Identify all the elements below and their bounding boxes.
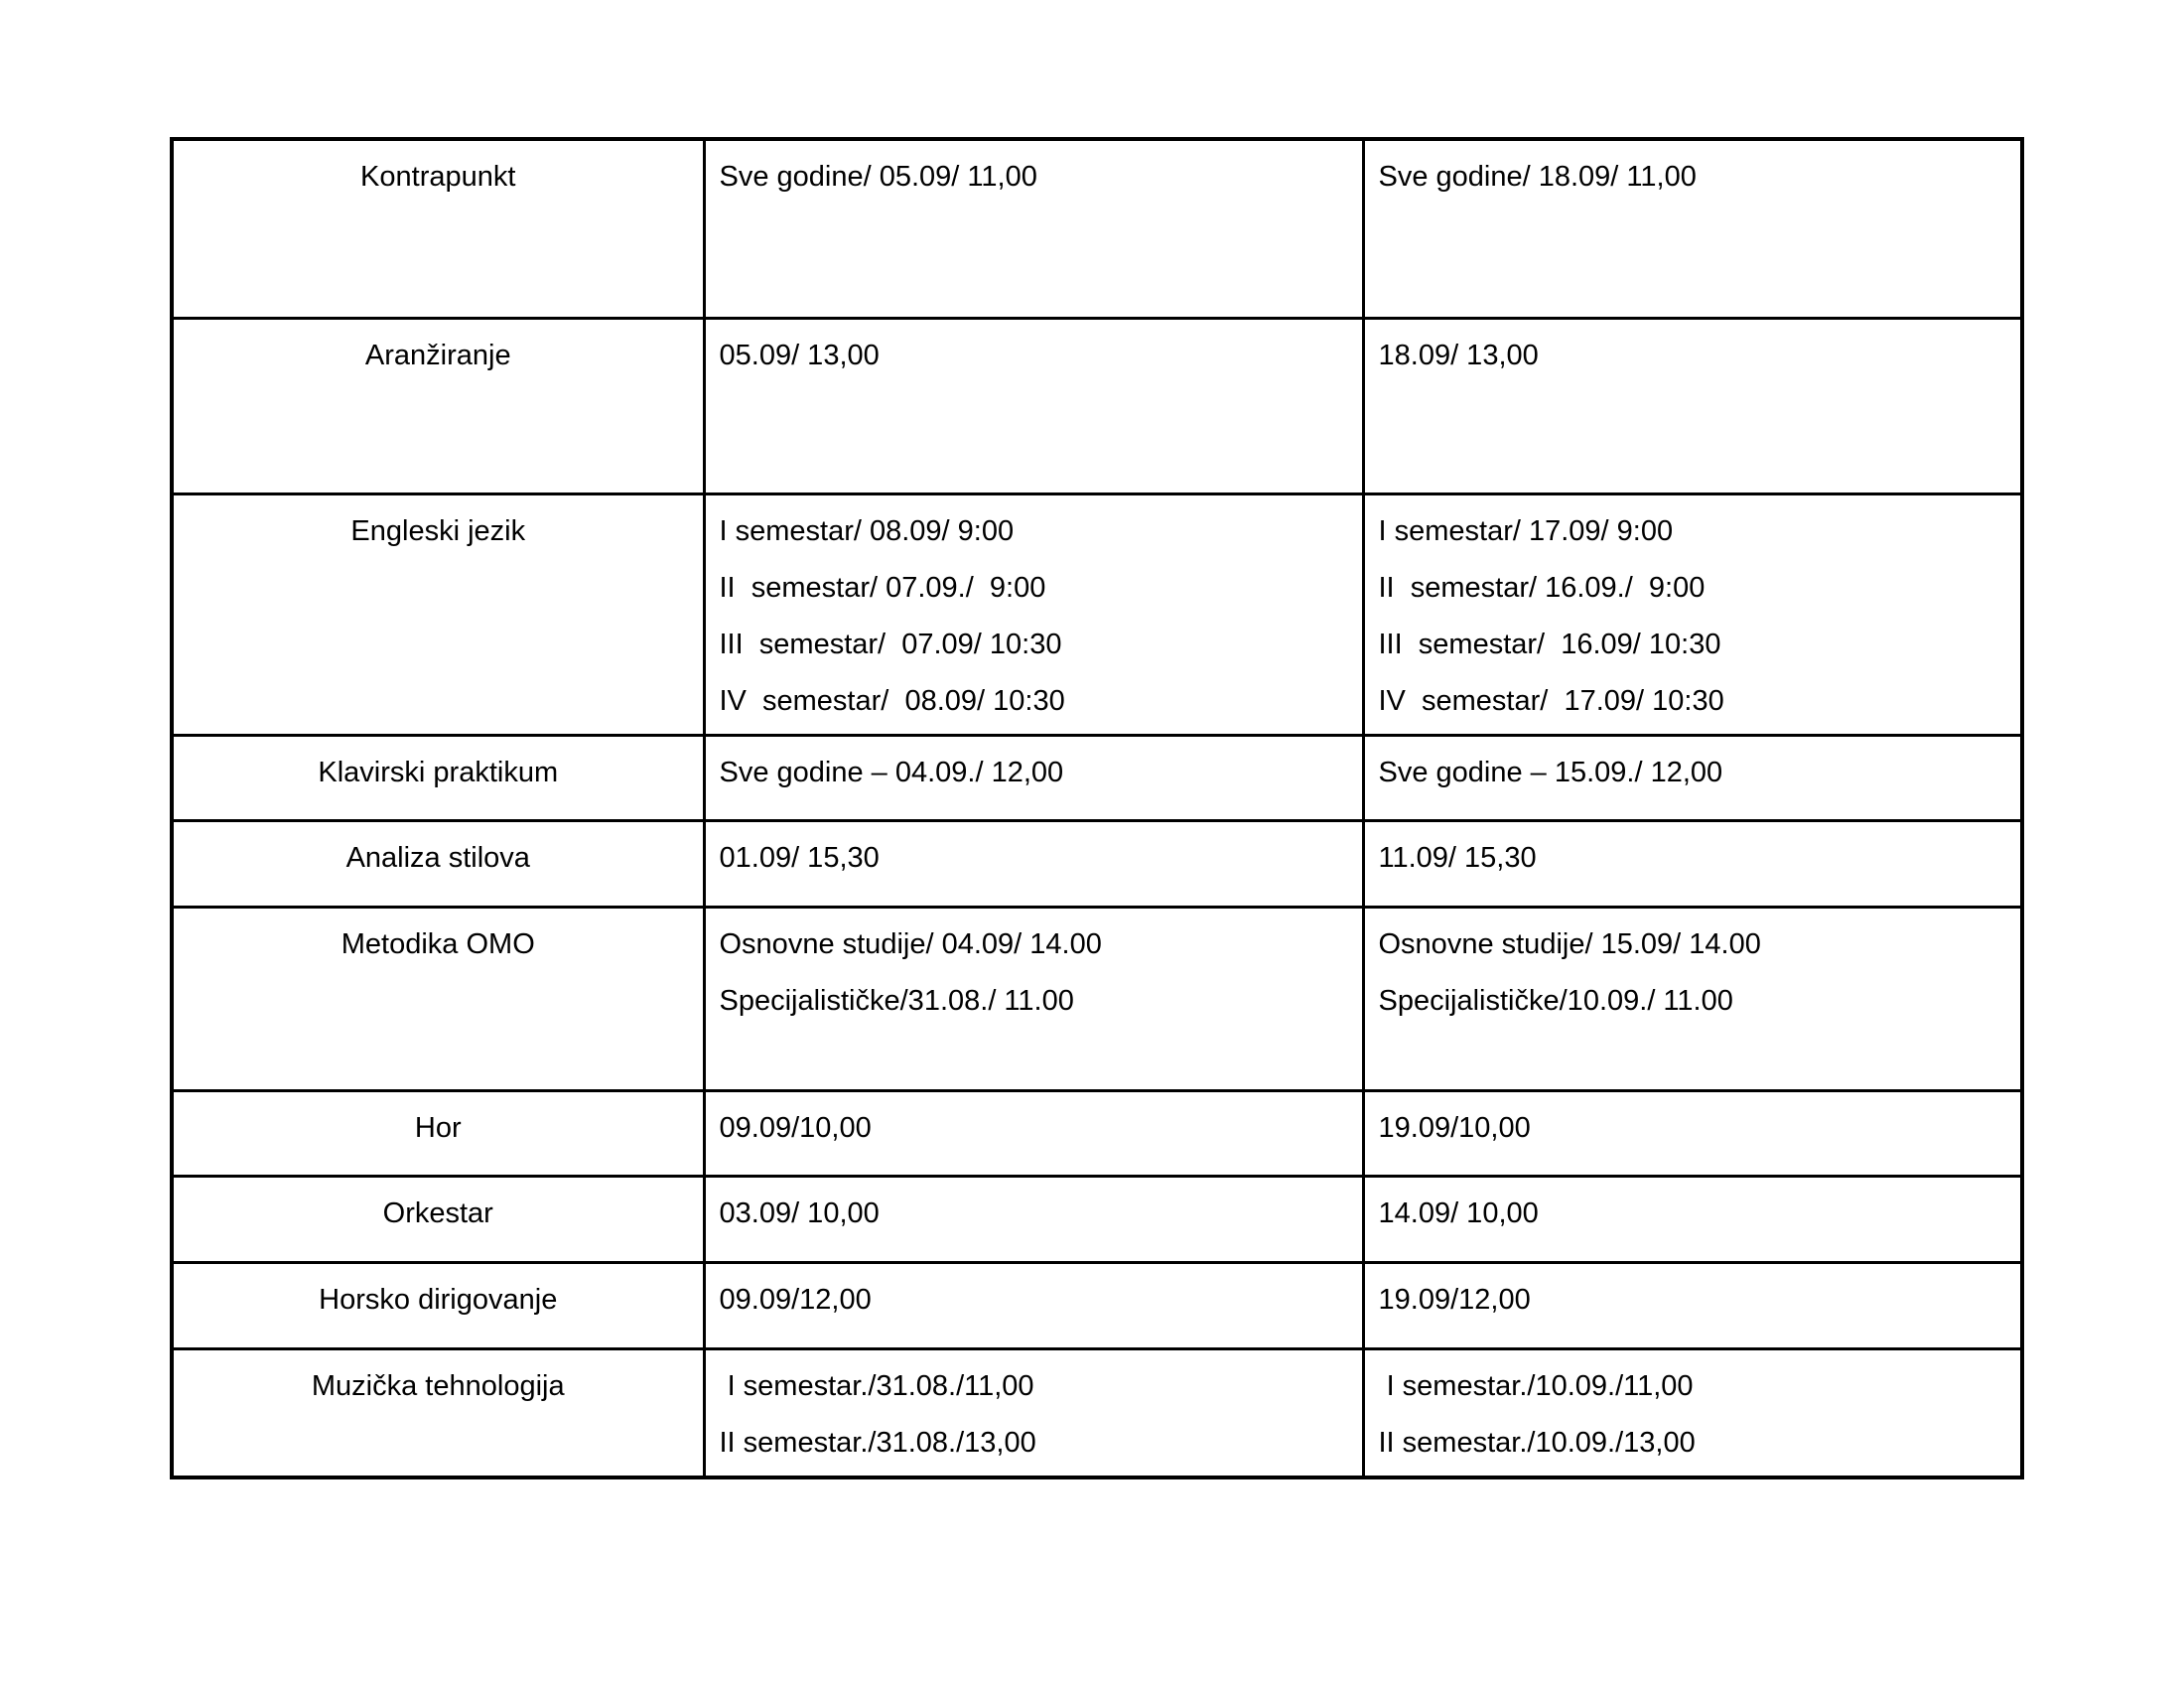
term1-slot-line: Sve godine/ 05.09/ 11,00 (719, 161, 1037, 193)
term1-cell (704, 820, 1363, 907)
term2-slot-line: 18.09/ 13,00 (1378, 339, 1539, 371)
subject-label: Hor (414, 1111, 462, 1144)
subject-cell (172, 1176, 704, 1262)
term2-cell (1363, 1176, 2022, 1262)
term1-cell (704, 1348, 1363, 1477)
term1-slot-line: IV semestar/ 08.09/ 10:30 (719, 684, 1065, 717)
table-row (172, 139, 2022, 318)
term1-slot-line: II semestar./31.08./13,00 (719, 1426, 1036, 1459)
subject-label: Muzička tehnologija (311, 1369, 565, 1402)
term2-slot-line: I semestar./10.09./11,00 (1378, 1369, 1694, 1402)
term1-slot-line: Sve godine – 04.09./ 12,00 (719, 756, 1064, 788)
subject-cell (172, 493, 704, 735)
subject-label: Metodika OMO (341, 927, 535, 960)
term2-slot-line: Osnovne studije/ 15.09/ 14.00 (1378, 927, 1761, 960)
term1-slot-line: 03.09/ 10,00 (719, 1196, 880, 1229)
table-row (172, 1348, 2022, 1477)
table-row (172, 907, 2022, 1090)
term1-slot-line: 09.09/10,00 (719, 1111, 872, 1144)
table-row (172, 493, 2022, 735)
term1-cell (704, 318, 1363, 493)
term2-slot-line: III semestar/ 16.09/ 10:30 (1378, 628, 1721, 660)
term1-cell (704, 1176, 1363, 1262)
subject-cell (172, 318, 704, 493)
term1-slot-line: 05.09/ 13,00 (719, 339, 880, 371)
term2-slot-line: IV semestar/ 17.09/ 10:30 (1378, 684, 1724, 717)
subject-cell (172, 820, 704, 907)
term1-cell (704, 139, 1363, 318)
subject-label: Analiza stilova (345, 841, 530, 874)
subject-label: Aranžiranje (364, 339, 511, 371)
term2-cell (1363, 907, 2022, 1090)
term2-cell (1363, 820, 2022, 907)
term2-slot-line: II semestar./10.09./13,00 (1378, 1426, 1696, 1459)
term2-slot-line: Sve godine/ 18.09/ 11,00 (1378, 161, 1697, 193)
table-row (172, 1090, 2022, 1176)
subject-cell (172, 1348, 704, 1477)
term1-cell (704, 907, 1363, 1090)
term1-cell (704, 735, 1363, 820)
term2-slot-line: 19.09/12,00 (1378, 1283, 1531, 1316)
subject-cell (172, 1090, 704, 1176)
term2-cell (1363, 493, 2022, 735)
term2-slot-line: 11.09/ 15,30 (1378, 841, 1537, 874)
table-row (172, 1176, 2022, 1262)
term1-cell (704, 1090, 1363, 1176)
subject-cell (172, 735, 704, 820)
term2-cell (1363, 735, 2022, 820)
subject-cell (172, 1262, 704, 1348)
term1-cell (704, 493, 1363, 735)
term2-cell (1363, 1090, 2022, 1176)
subject-label: Horsko dirigovanje (319, 1283, 558, 1316)
term2-slot-line: 19.09/10,00 (1378, 1111, 1531, 1144)
term1-slot-line: II semestar/ 07.09./ 9:00 (719, 571, 1046, 604)
term2-cell (1363, 1262, 2022, 1348)
subject-cell (172, 139, 704, 318)
term1-slot-line: I semestar./31.08./11,00 (719, 1369, 1034, 1402)
term2-cell (1363, 139, 2022, 318)
term2-cell (1363, 1348, 2022, 1477)
term1-slot-line: Specijalističke/31.08./ 11.00 (719, 984, 1074, 1017)
table-row (172, 1262, 2022, 1348)
subject-cell (172, 907, 704, 1090)
subject-label: Orkestar (382, 1196, 493, 1229)
subject-label: Kontrapunkt (360, 161, 516, 193)
term2-slot-line: Sve godine – 15.09./ 12,00 (1378, 756, 1723, 788)
term1-slot-line: 01.09/ 15,30 (719, 841, 880, 874)
subject-label: Engleski jezik (350, 514, 526, 547)
schedule-table-body (172, 139, 2022, 1477)
table-row (172, 735, 2022, 820)
term2-cell (1363, 318, 2022, 493)
term1-slot-line: Osnovne studije/ 04.09/ 14.00 (719, 927, 1102, 960)
term1-slot-line: I semestar/ 08.09/ 9:00 (719, 514, 1015, 547)
term2-slot-line: Specijalističke/10.09./ 11.00 (1378, 984, 1733, 1017)
term2-slot-line: I semestar/ 17.09/ 9:00 (1378, 514, 1674, 547)
table-row (172, 820, 2022, 907)
exam-schedule-table (170, 137, 2024, 1479)
term2-slot-line: II semestar/ 16.09./ 9:00 (1378, 571, 1706, 604)
term1-cell (704, 1262, 1363, 1348)
term1-slot-line: 09.09/12,00 (719, 1283, 872, 1316)
term1-slot-line: III semestar/ 07.09/ 10:30 (719, 628, 1062, 660)
term2-slot-line: 14.09/ 10,00 (1378, 1196, 1539, 1229)
subject-label: Klavirski praktikum (318, 756, 559, 788)
table-row (172, 318, 2022, 493)
